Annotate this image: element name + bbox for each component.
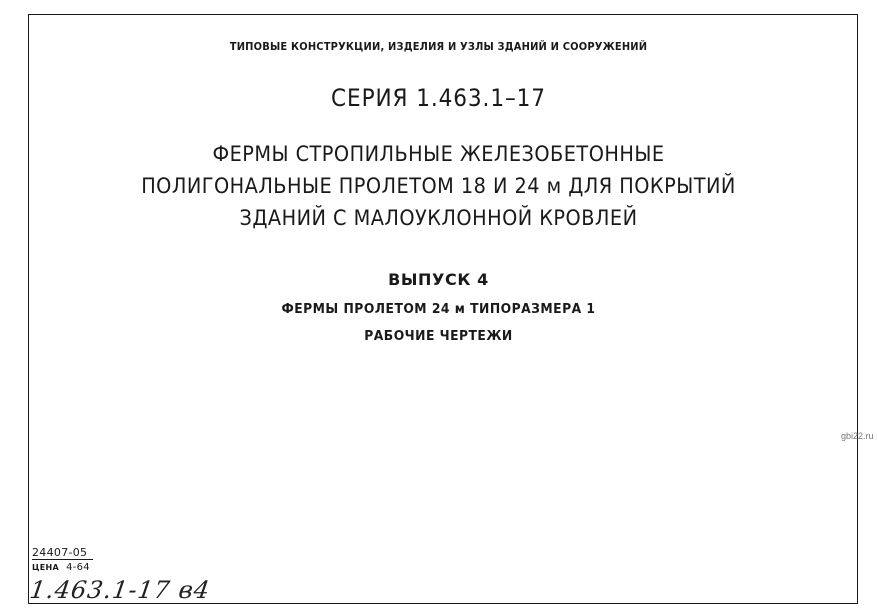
collection-header: ТИПОВЫЕ КОНСТРУКЦИИ, ИЗДЕЛИЯ И УЗЛЫ ЗДАНИЙ И СООРУЖЕНИЙ [229, 40, 648, 53]
handwritten-note: 1.463.1-17 в4 [28, 576, 213, 604]
watermark: gbi22.ru [841, 431, 874, 441]
price [32, 562, 90, 573]
document-number: 24407-05 [32, 546, 93, 560]
title-line: ПОЛИГОНАЛЬНЫЕ ПРОЛЕТОМ 18 И 24 м ДЛЯ ПОКРЫТИЙ [141, 174, 736, 198]
issue-subtitle: ФЕРМЫ ПРОЛЕТОМ 24 м ТИПОРАЗМЕРА 1 [281, 302, 596, 317]
title-line: ЗДАНИЙ С МАЛОУКЛОННОЙ КРОВЛЕЙ [239, 206, 638, 230]
title-line: ФЕРМЫ СТРОПИЛЬНЫЕ ЖЕЛЕЗОБЕТОННЫЕ [212, 142, 665, 166]
series-number: СЕРИЯ 1.463.1–17 [331, 84, 546, 112]
issue-number: ВЫПУСК 4 [388, 270, 489, 289]
price-value: 4-64 [66, 562, 90, 573]
drawings-label: РАБОЧИЕ ЧЕРТЕЖИ [364, 329, 513, 344]
document-title [0, 138, 877, 234]
price-label: ЦЕНА [32, 563, 59, 572]
